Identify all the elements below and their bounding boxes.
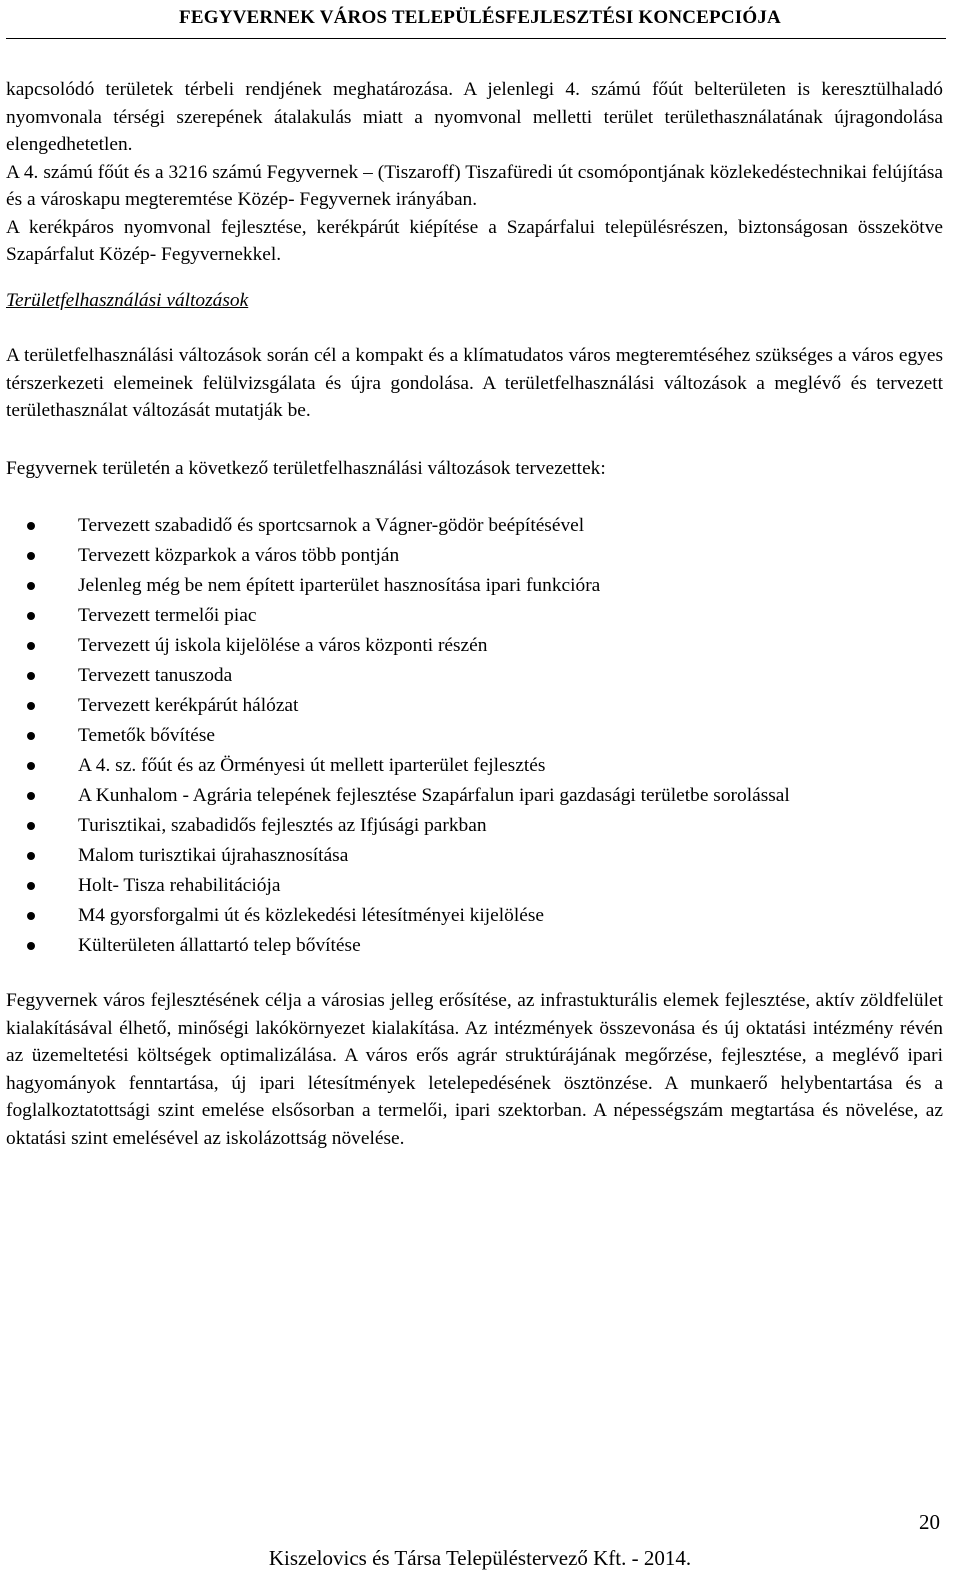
bullet-icon bbox=[27, 522, 35, 530]
list-item: Jelenleg még be nem épített iparterület hasznosítása ipari funkcióra bbox=[6, 572, 943, 600]
list-item: Tervezett kerékpárút hálózat bbox=[6, 692, 943, 720]
bullet-icon bbox=[27, 792, 35, 800]
list-item: A 4. sz. főút és az Örményesi út mellett iparterület fejlesztés bbox=[6, 752, 943, 780]
bullet-icon bbox=[27, 912, 35, 920]
list-item: Tervezett termelői piac bbox=[6, 602, 943, 630]
list-item: Turisztikai, szabadidős fejlesztés az Ifjúsági parkban bbox=[6, 812, 943, 840]
list-item: Tervezett tanuszoda bbox=[6, 662, 943, 690]
list-item: Külterületen állattartó telep bővítése bbox=[6, 932, 943, 960]
list-item: Temetők bővítése bbox=[6, 722, 943, 750]
paragraph-junction-renewal: A 4. számú főút és a 3216 számú Fegyvernek – (Tiszaroff) Tiszafüredi út csomópontjának közlekedéstechnikai felújítása és a városkapu megteremtése Közép- Fegyvernek irányában. bbox=[6, 161, 943, 210]
bullet-icon bbox=[27, 702, 35, 710]
planned-changes-list bbox=[6, 512, 943, 959]
page-content bbox=[6, 76, 943, 1152]
paragraph-planned-changes-lead: Fegyvernek területén a következő területfelhasználási változások tervezettek: bbox=[6, 457, 606, 479]
bullet-icon bbox=[27, 852, 35, 860]
bullet-icon bbox=[27, 882, 35, 890]
page-number: 20 bbox=[919, 1510, 940, 1534]
paragraph-development-goals: Fegyvernek város fejlesztésének célja a városias jelleg erősítése, az infrastukturális elemek fejlesztése, aktív zöldfelület kialakításával élhető, minőségi lakókörnyezet kialakítása. Az intézmények összevonása és új oktatási intézmény révén az üzemeltetési költségek optimalizálása. A város erős agrár struktúrájának megőrzése, fejlesztése, a meglévő ipari hagyományok fenntartása, új ipari létesítmények letelepedésének ösztönzése. A munkaerő helybentartása és a foglalkoztatottsági szint emelése elsősorban a termelői, ipari szektorban. A népességszám megtartása és növelése, az oktatási szint emelésével az iskolázottság növelése. bbox=[6, 990, 943, 1149]
bullet-icon bbox=[27, 942, 35, 950]
bullet-icon bbox=[27, 612, 35, 620]
list-item: M4 gyorsforgalmi út és közlekedési létesítményei kijelölése bbox=[6, 902, 943, 930]
bullet-icon bbox=[27, 762, 35, 770]
list-item: Malom turisztikai újrahasznosítása bbox=[6, 842, 943, 870]
bullet-icon bbox=[27, 672, 35, 680]
section-heading-land-use-changes: Területfelhasználási változások bbox=[6, 289, 249, 311]
bullet-icon bbox=[27, 552, 35, 560]
list-item: Tervezett új iskola kijelölése a város központi részén bbox=[6, 632, 943, 660]
list-item: Tervezett közparkok a város több pontján bbox=[6, 542, 943, 570]
bullet-icon bbox=[27, 642, 35, 650]
list-item: Tervezett szabadidő és sportcsarnok a Vágner-gödör beépítésével bbox=[6, 512, 943, 540]
list-item: Holt- Tisza rehabilitációja bbox=[6, 872, 943, 900]
footer-publisher: Kiszelovics és Társa Településtervező Kft. - 2014. bbox=[268, 1546, 692, 1570]
running-header: FEGYVERNEK VÁROS TELEPÜLÉSFEJLESZTÉSI KONCEPCIÓJA bbox=[179, 7, 781, 28]
bullet-icon bbox=[27, 582, 35, 590]
bullet-icon bbox=[27, 732, 35, 740]
header-divider bbox=[6, 38, 946, 39]
bullet-icon bbox=[27, 822, 35, 830]
paragraph-bike-path: A kerékpáros nyomvonal fejlesztése, kerékpárút kiépítése a Szapárfalui településrészen, biztonságosan összekötve Szapárfalut Közép- Fegyvernekkel. bbox=[6, 216, 943, 265]
paragraph-road-alignment: kapcsolódó területek térbeli rendjének meghatározása. A jelenlegi 4. számú főút belterületen is keresztülhaladó nyomvonala térségi szerepének átalakulás miatt a nyomvonal melletti terület területhasználatának újragondolása elengedhetetlen. bbox=[6, 79, 943, 155]
list-item: A Kunhalom - Agrária telepének fejlesztése Szapárfalun ipari gazdasági területbe sorolással bbox=[6, 782, 943, 810]
paragraph-land-use-intro: A területfelhasználási változások során cél a kompakt és a klímatudatos város megteremtéséhez szükséges a város egyes térszerkezeti elemeinek felülvizsgálata és újra gondolása. A területfelhasználási változások a meglévő és tervezett területhasználat változását mutatják be. bbox=[6, 345, 943, 421]
